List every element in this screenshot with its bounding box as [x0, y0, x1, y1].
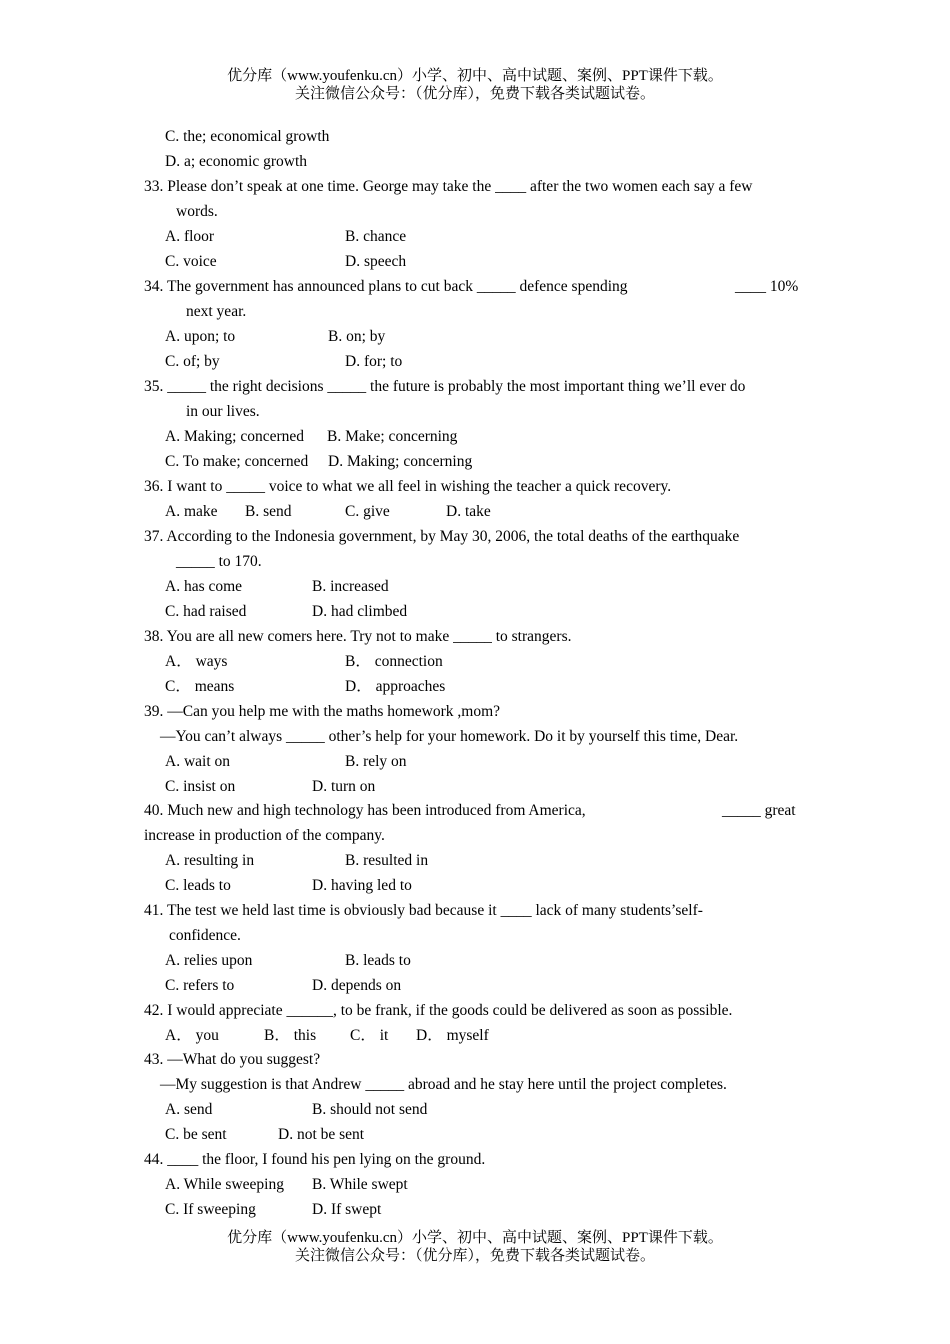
q42-option-c: C． it	[350, 1027, 389, 1044]
q44-stem: 44. ____ the floor, I found his pen lying on the ground.	[144, 1151, 486, 1168]
q39-option-c: C. insist on	[165, 778, 236, 795]
q32-option-d: D. a; economic growth	[165, 153, 308, 170]
q37-option-b: B. increased	[312, 578, 389, 595]
q33-stem-cont: words.	[176, 203, 218, 220]
q40-option-c: C. leads to	[165, 877, 231, 894]
q37-option-c: C. had raised	[165, 603, 247, 620]
q40-stem: 40. Much new and high technology has been introduced from America,	[144, 802, 586, 819]
q41-stem: 41. The test we held last time is obviously bad because it ____ lack of many students’self-	[144, 902, 703, 919]
q44-option-d: D. If swept	[312, 1201, 382, 1218]
q38-option-b: B． connection	[345, 653, 443, 670]
q34-stem-end: ____ 10%	[735, 278, 799, 295]
q44-option-c: C. If sweeping	[165, 1201, 256, 1218]
footer-line-2: 关注微信公众号：（优分库），免费下载各类试题试卷。	[294, 1248, 655, 1264]
q39-reply: —You can’t always _____ other’s help for your homework. Do it by yourself this time, Dear.	[160, 728, 739, 745]
q33-option-a: A. floor	[165, 228, 215, 245]
q37-stem-cont: _____ to 170.	[176, 553, 262, 570]
q41-option-c: C. refers to	[165, 977, 235, 994]
q38-option-d: D． approaches	[345, 678, 446, 695]
q41-stem-cont: confidence.	[169, 927, 241, 944]
q35-option-d: D. Making; concerning	[328, 453, 473, 470]
q37-option-d: D. had climbed	[312, 603, 408, 620]
q43-option-c: C. be sent	[165, 1126, 227, 1143]
q35-stem: 35. _____ the right decisions _____ the future is probably the most important thing we’ll ever do	[144, 378, 746, 395]
q38-option-c: C． means	[165, 678, 235, 695]
q32-option-c: C. the; economical growth	[165, 128, 330, 145]
q42-option-b: B． this	[264, 1027, 317, 1044]
q44-option-a: A. While sweeping	[165, 1176, 284, 1193]
q43-reply: —My suggestion is that Andrew _____ abroad and he stay here until the project completes.	[160, 1076, 727, 1093]
q37-option-a: A. has come	[165, 578, 243, 595]
q34-stem-cont: next year.	[186, 303, 247, 320]
q36-option-b: B. send	[245, 503, 292, 520]
header-line-1: 优分库（www.youfenku.cn）小学、初中、高中试题、案例、PPT课件下载。	[227, 68, 723, 84]
q34-option-a: A. upon; to	[165, 328, 236, 345]
q35-option-c: C. To make; concerned	[165, 453, 309, 470]
q41-option-b: B. leads to	[345, 952, 411, 969]
q34-option-b: B. on; by	[328, 328, 386, 345]
q36-option-a: A. make	[165, 503, 218, 520]
q39-stem: 39. —Can you help me with the maths homework ,mom?	[144, 703, 501, 720]
q39-option-a: A. wait on	[165, 753, 231, 770]
q41-option-a: A. relies upon	[165, 952, 253, 969]
footer-line-1: 优分库（www.youfenku.cn）小学、初中、高中试题、案例、PPT课件下载。	[227, 1230, 723, 1246]
q42-option-a: A． you	[165, 1027, 219, 1044]
q35-stem-cont: in our lives.	[186, 403, 260, 420]
q43-stem: 43. —What do you suggest?	[144, 1051, 321, 1068]
page-footer	[0, 1229, 950, 1265]
q34-stem: 34. The government has announced plans to cut back _____ defence spending	[144, 278, 628, 295]
q36-stem: 36. I want to _____ voice to what we all feel in wishing the teacher a quick recovery.	[144, 478, 672, 495]
q44-option-b: B. While swept	[312, 1176, 408, 1193]
q40-option-a: A. resulting in	[165, 852, 255, 869]
q40-option-b: B. resulted in	[345, 852, 429, 869]
q38-stem: 38. You are all new comers here. Try not to make _____ to strangers.	[144, 628, 572, 645]
q40-stem-end: _____ great	[722, 802, 796, 819]
q38-option-a: A． ways	[165, 653, 228, 670]
q33-option-b: B. chance	[345, 228, 407, 245]
q40-stem-cont: increase in production of the company.	[144, 827, 385, 844]
q42-option-d: D． myself	[416, 1027, 489, 1044]
q35-option-a: A. Making; concerned	[165, 428, 305, 445]
q39-option-d: D. turn on	[312, 778, 376, 795]
q41-option-d: D. depends on	[312, 977, 402, 994]
q34-option-c: C. of; by	[165, 353, 220, 370]
q33-stem: 33. Please don’t speak at one time. George may take the ____ after the two women each say a few	[144, 178, 753, 195]
q39-option-b: B. rely on	[345, 753, 407, 770]
header-line-2: 关注微信公众号：（优分库），免费下载各类试题试卷。	[294, 86, 655, 102]
q43-option-a: A. send	[165, 1101, 213, 1118]
q43-option-b: B. should not send	[312, 1101, 428, 1118]
q40-option-d: D. having led to	[312, 877, 412, 894]
q37-stem: 37. According to the Indonesia government, by May 30, 2006, the total deaths of the earthquake	[144, 528, 740, 545]
q33-option-c: C. voice	[165, 253, 217, 270]
q33-option-d: D. speech	[345, 253, 407, 270]
q43-option-d: D. not be sent	[278, 1126, 365, 1143]
q34-option-d: D. for; to	[345, 353, 403, 370]
q36-option-d: D. take	[446, 503, 491, 520]
page-header	[0, 67, 950, 103]
q35-option-b: B. Make; concerning	[327, 428, 458, 445]
q42-stem: 42. I would appreciate ______, to be frank, if the goods could be delivered as soon as possible.	[144, 1002, 733, 1019]
q36-option-c: C. give	[345, 503, 390, 520]
